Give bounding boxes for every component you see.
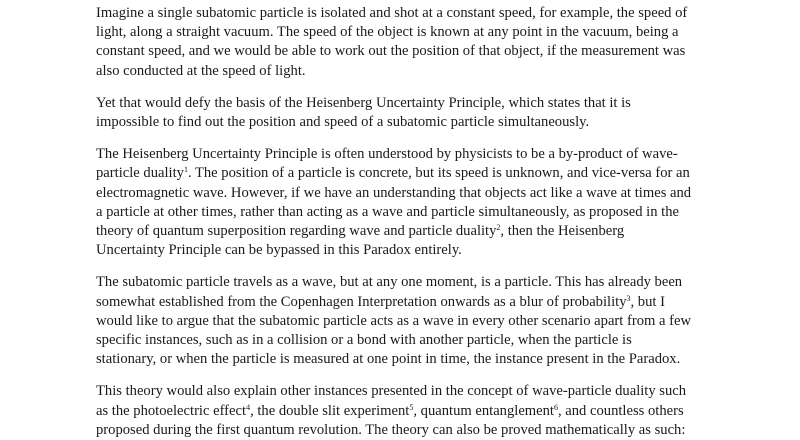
line-text: theory of quantum superposition regarding wave and particle duality [96,223,497,240]
text-line: stationary, or when the particle is measured at one point in time, the instance present in the Paradox. [96,351,681,368]
text-line [96,222,700,241]
text-line [96,164,700,183]
text-line: also conducted at the speed of light. [96,62,306,79]
text-line: Imagine a single subatomic particle is isolated and shot at a constant speed, for example, the speed of [96,5,688,21]
line-text: , then the Heisenberg [500,223,625,240]
footnote-marker: 1 [183,165,188,175]
line-text: as the photoelectric effect [96,402,247,419]
text-line: This theory would also explain other instances presented in the concept of wave-particle duality such [96,383,687,400]
paragraph-4 [96,273,700,369]
text-line [96,293,700,312]
line-text: somewhat established from the Copenhagen Interpretation onwards as a blur of probability [96,293,627,310]
text-line: impossible to find out the position and speed of a subatomic particle simultaneously. [96,114,590,131]
line-text: , but I [630,293,665,310]
text-line: specific instances, such as in a collision or a bond with another particle, when the particle is [96,332,632,349]
text-line: electromagnetic wave. However, if we have an understanding that objects act like a wave at times and [96,184,692,201]
line-text: . The position of a particle is concrete, but its speed is unknown, and vice-versa for an [187,165,690,182]
line-text: , the double slit experiment [250,402,410,419]
text-line: a particle at other times, rather than acting as a wave and particle simultaneously, as proposed in the [96,203,680,220]
text-line: would like to argue that the subatomic particle acts as a wave in every other scenario apart from a few [96,312,692,329]
footnote-marker: 4 [246,402,251,412]
text-line: Uncertainty Principle can be bypassed in this Paradox entirely. [96,242,462,259]
paragraph-2 [96,94,700,132]
line-text: , quantum entanglement [413,402,554,419]
footnote-marker: 2 [496,223,501,233]
text-line [96,402,700,421]
line-text: , and countless others [557,402,684,419]
paragraph-5 [96,382,700,440]
footnote-marker: 3 [626,293,631,303]
paragraph-3 [96,145,700,260]
text-line: The Heisenberg Uncertainty Principle is often understood by physicists to be a by-product of wave- [96,146,678,163]
text-line: proposed during the first quantum revolution. The theory can also be proved mathematically as such: [96,421,686,438]
footnote-marker: 5 [409,402,414,412]
footnote-marker: 6 [553,402,558,412]
text-line: Yet that would defy the basis of the Heisenberg Uncertainty Principle, which states that it is [96,94,631,111]
text-line: The subatomic particle travels as a wave, but at any one moment, is a particle. This has already been [96,274,683,291]
text-line: light, along a straight vacuum. The speed of the object is known at any point in the vacuum, being a [96,24,679,41]
paragraph-1 [96,4,700,81]
text-line: constant speed, and we would be able to work out the position of that object, if the measurement was [96,43,686,60]
line-text: particle duality [96,165,184,182]
